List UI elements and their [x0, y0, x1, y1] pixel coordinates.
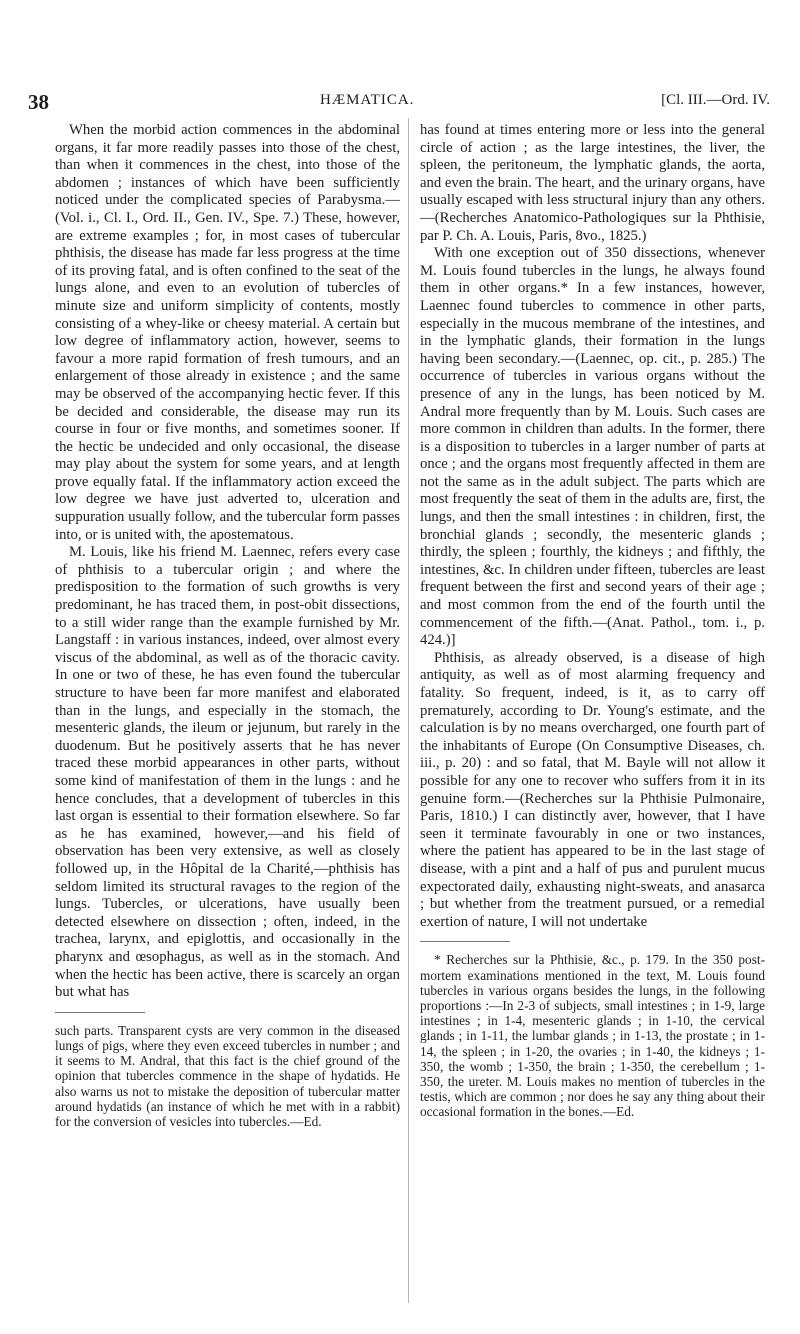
footnote-rule: [420, 941, 510, 942]
right-paragraph-1: has found at times entering more or less into the general circle of action ; as the large intestines, the liver, the spleen, the peritoneum, the lymphatic glands, the aorta, and even the brain. The heart, and the urinary organs, have usually escaped with less structural injury than any others.—(Recherches Anatomico-Pathologiques sur la Phthisie, par P. Ch. A. Louis, Paris, 8vo., 1825.): [420, 122, 765, 244]
right-footnote-text: * Recherches sur la Phthisie, &c., p. 179. In the 350 post-mortem examinations mentioned in the text, M. Louis found tubercles in various organs besides the lungs, in the following proportions :—In 2-3 of subjects, small intestines ; in 1-9, large intestines ; in 1-4, mesenteric glands ; in 1-10, the cervical glands ; in 1-11, the lumbar glands ; in 1-13, the prostate ; in 1-14, the spleen ; in 1-20, the ovaries ; in 1-40, the kidneys ; 1-350, the womb ; 1-350, the brain ; 1-350, the cerebellum ; 1-350, the ureter. M. Louis makes no mention of tubercles in the testis, which are common ; nor does he say any thing about their occasional formation in the bones.—Ed.: [420, 952, 765, 1120]
classification-reference: [Cl. III.—Ord. IV.: [661, 92, 770, 108]
running-title: HÆMATICA.: [320, 92, 415, 108]
right-footnote: [420, 952, 765, 1119]
right-paragraph-3: Phthisis, as already observed, is a disease of high antiquity, as well as of most alarming frequency and fatality. So frequent, indeed, is it, as to carry off prematurely, according to Dr. Young's estimate, and the calculation is by no means overcharged, one fourth part of the inhabitants of Europe (On Consumptive Diseases, ch. iii., p. 20) : and so fatal, that M. Bayle will not allow it possible for any one to recover who suffers from it in its genuine form.—(Recherches sur la Phthisie Pulmonaire, Paris, 1810.) I can distinctly aver, however, that I have seen it terminate favourably in one or two instances, where the patient has appeared to be in the last stage of disease, with a pint and a half of pus and purulent mucus expectorated daily, exhausting night-sweats, and anasarca ; but whether from the treatment pursued, or a remedial exertion of nature, I will not undertake: [420, 649, 765, 930]
column-divider: [408, 118, 409, 1303]
right-paragraph-2: With one exception out of 350 dissections, whenever M. Louis found tubercles in the lungs, he always found them in other organs.* In a few instances, however, Laennec found tubercles to commence in other parts, especially in the mucous membrane of the intestines, and in the lymphatic glands, their formation in the lungs having been secondary.—(Laennec, op. cit., p. 285.) The occurrence of tubercles in various organs without the presence of any in the lungs, has been noticed by M. Andral more frequently than by M. Louis. Such cases are more common in children than adults. In the former, there is a disposition to tubercles in a larger number of parts at once ; and the organs most frequently affected in them are not the same as in the adult subject. The parts which are most frequently the seat of them in the adults are, first, the lungs, and then the small intestines : in children, first, the bronchial glands ; secondly, the mesenteric glands ; thirdly, the spleen ; fourthly, the kidneys ; and fifthly, the intestines, &c. In children under fifteen, tubercles are least frequent between the first and second years of their age ; and most common from the end of the fourth until the commencement of the fifth.—(Anat. Pathol., tom. i., p. 424.)]: [420, 245, 765, 649]
left-footnote: [55, 1023, 400, 1129]
footnote-rule: [55, 1012, 145, 1013]
left-paragraph-1: When the morbid action commences in the abdominal organs, it far more readily passes into those of the chest, than when it commences in the chest, into those of the abdomen ; instances of which have been sufficiently noticed under the complicated species of Parabysma.—(Vol. i., Cl. I., Ord. II., Gen. IV., Spe. 7.) These, however, are extreme examples ; for, in most cases of tubercular phthisis, the disease has made far less progress at the time of its proving fatal, and is often confined to the seat of the lungs alone, and even to an evolution of tubercles of minute size and uniform simplicity of contents, mostly consisting of a whey-like or cheesy material. A certain but low degree of inflammatory action, however, seems to favour a more rapid formation of fresh tumours, and an enlargement of those already in existence ; and the same may be observed of the accompanying hectic fever. If this be decided and considerable, the disease may run its course in four or five months, and sometimes sooner. If the hectic be undecided and only occasional, the disease may play about the system for some years, and at length prove equally fatal. If the inflammatory action exceed the low degree we have just adverted to, ulceration and suppuration usually follow, and the tubercular form passes into, or is united with, the apostematous.: [55, 122, 400, 543]
left-footnote-text: such parts. Transparent cysts are very common in the diseased lungs of pigs, where they even exceed tubercles in number ; and it seems to M. Andral, that this fact is the chief ground of the opinion that tubercles commence in the shape of hydatids. He also warns us not to mistake the deposition of tubercular matter around hydatids (an instance of which he met with in a rabbit) for the conversion of vesicles into tubercles.—Ed.: [55, 1022, 400, 1129]
left-paragraph-2: M. Louis, like his friend M. Laennec, refers every case of phthisis to a tubercular origin ; and where the predisposition to the formation of such growths is very predominant, he has traced them, in post-obit dissections, to a still wider range than the example furnished by Mr. Langstaff : in various instances, indeed, over almost every viscus of the abdominal, as well as of the thoracic cavity. In one or two of these, he has even found the tubercular structure to have been far more manifest and elaborated than in the lungs, and especially in the stomach, the mesenteric glands, the ileum or jejunum, but rarely in the duodenum. But he positively asserts that he has never traced these morbid appearances in other parts, without some kind of manifestation of them in the lungs : and he hence concludes, that a development of tubercles in this last organ is essential to their formation elsewhere. So far as he has examined, however,—and his field of observation has been very extensive, as well as closely followed up, in the Hôpital de la Charité,—phthisis has seldom limited its structural ravages to the region of the lungs. Tubercles, or ulcerations, have usually been detected elsewhere on dissection ; often, indeed, in the trachea, larynx, and epiglottis, and occasionally in the pharynx and œsophagus, as well as in the stomach. And when the hectic has been active, there is scarcely an organ but what has: [55, 544, 400, 1001]
left-column: [55, 122, 400, 1129]
right-column: [420, 122, 765, 1120]
page-number: 38: [28, 90, 49, 114]
